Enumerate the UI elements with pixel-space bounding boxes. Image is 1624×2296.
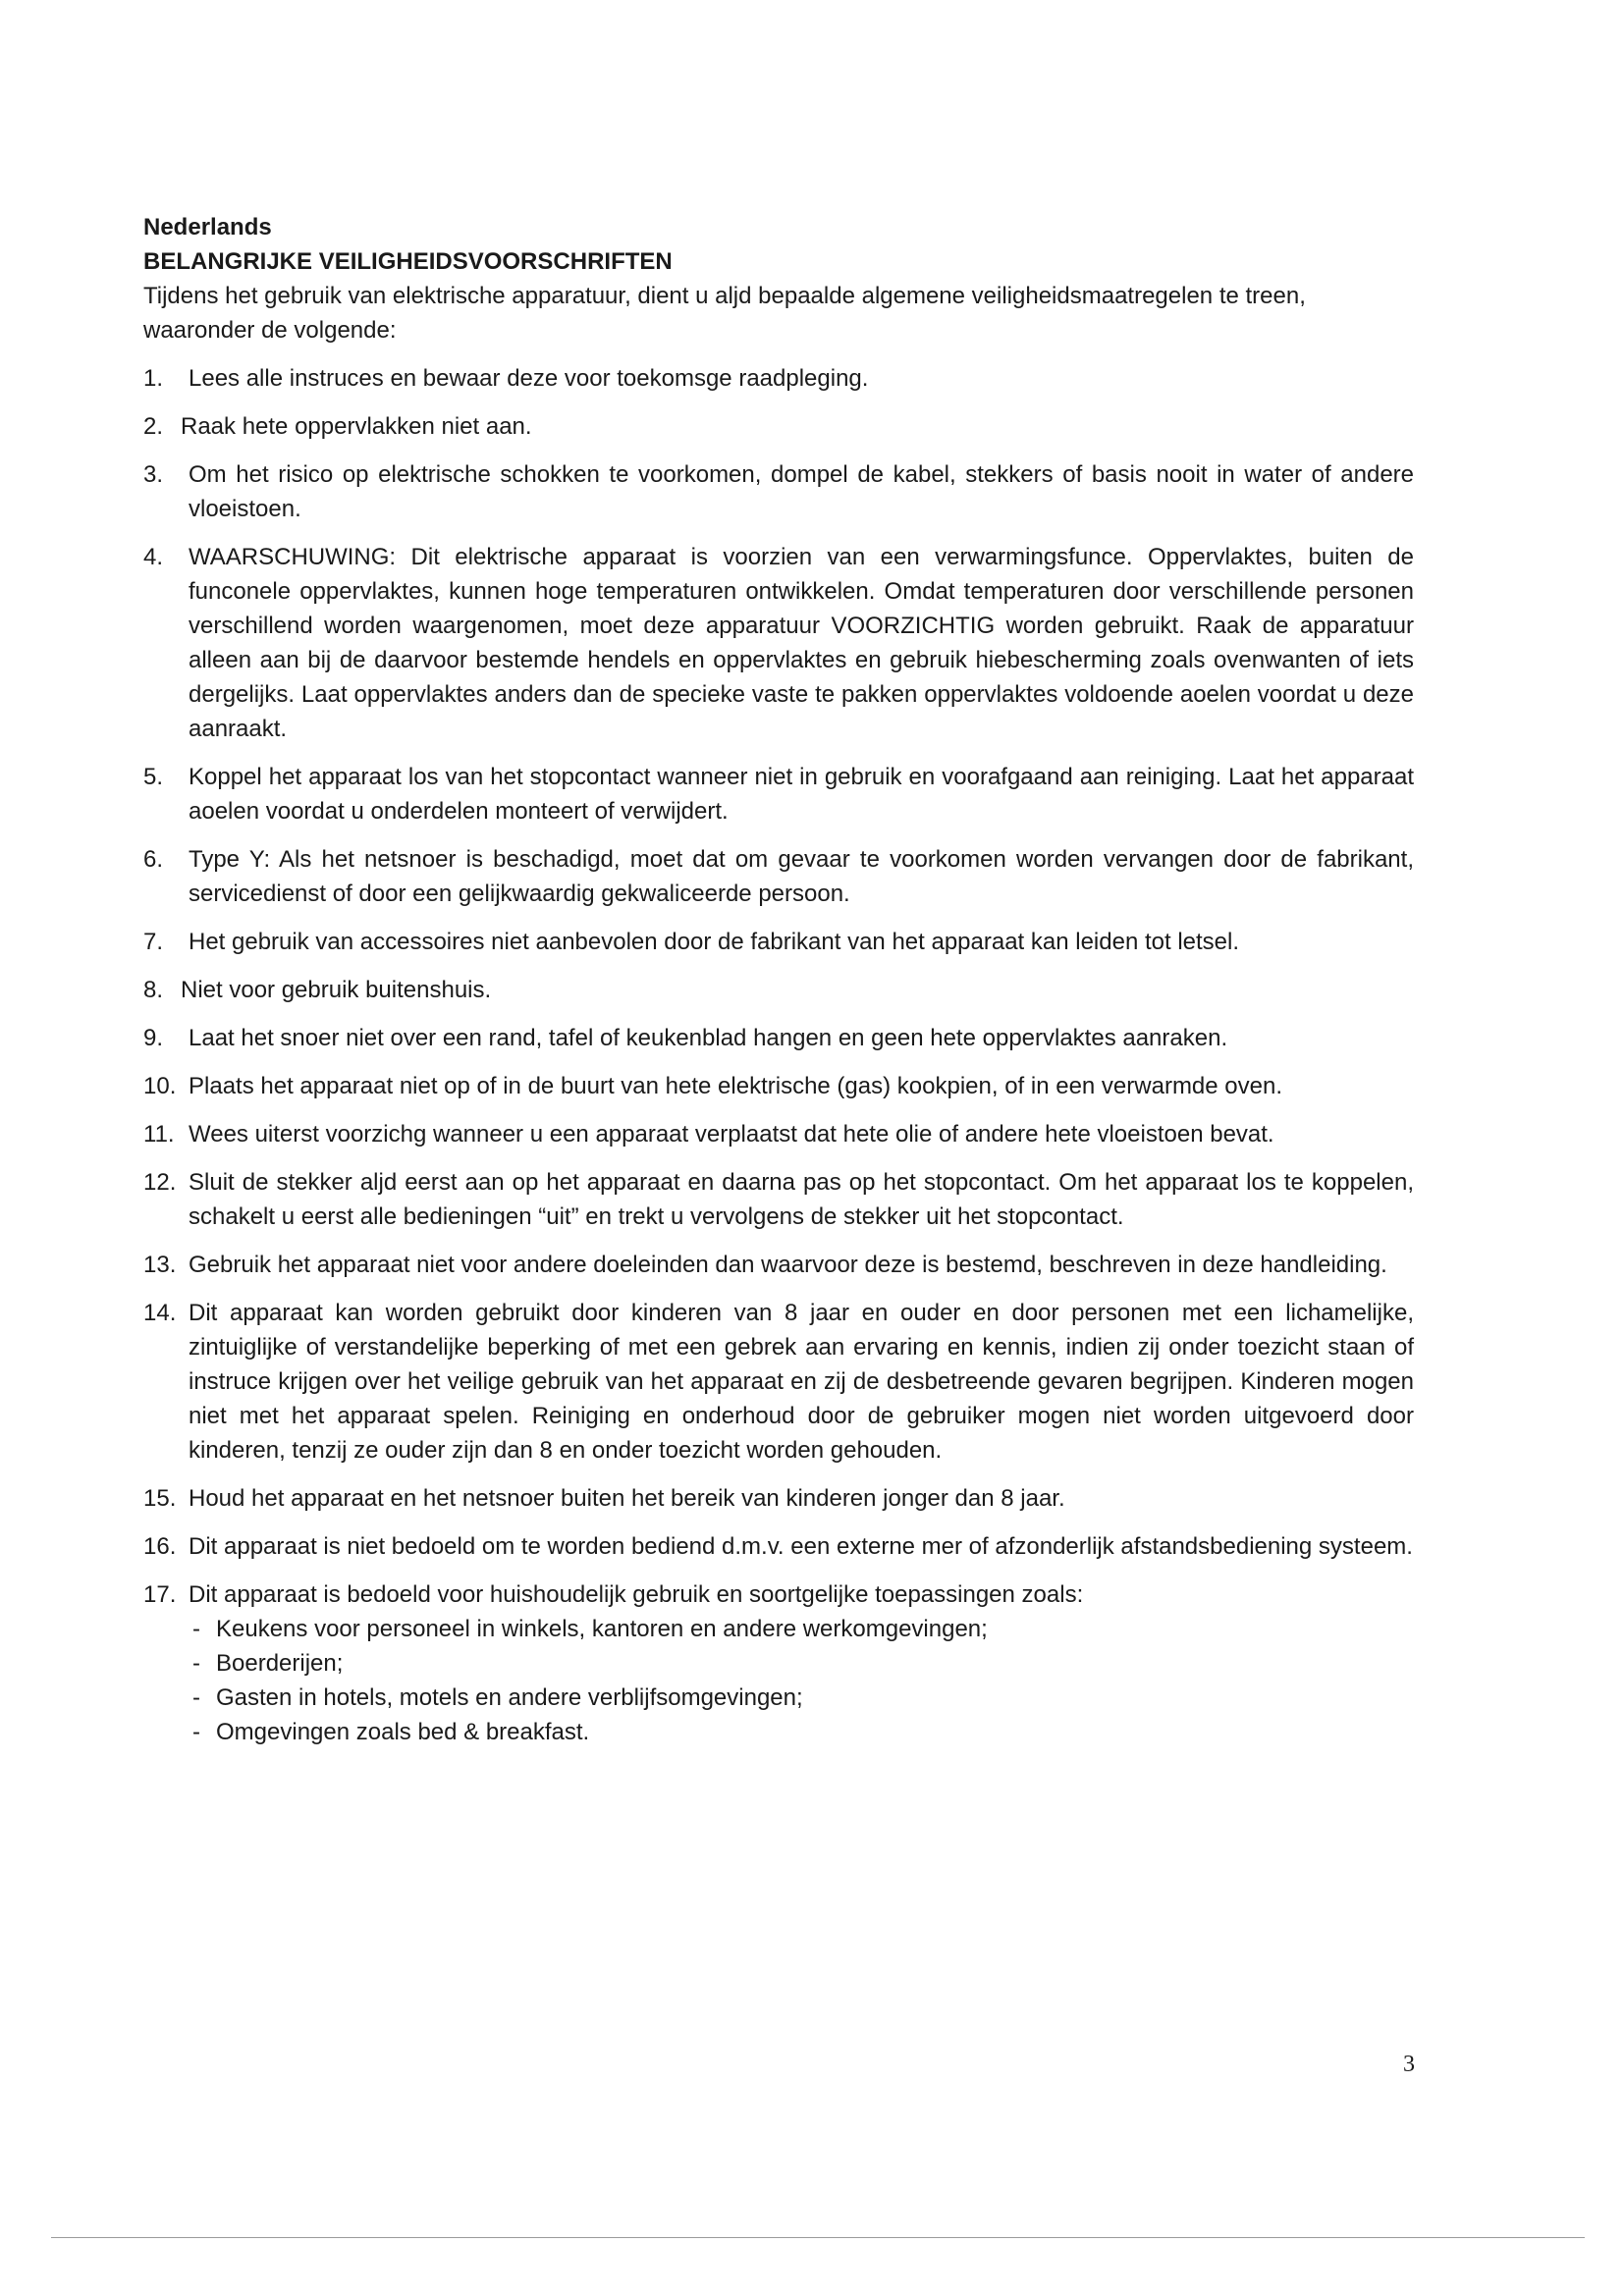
language-heading: Nederlands <box>143 214 272 240</box>
list-item-number: 9. <box>143 1025 164 1051</box>
list-item-number: 16. <box>143 1533 177 1560</box>
intro-paragraph: Tijdens het gebruik van elektrische apparatuur, dient u aljd bepaalde algemene veiligheidsmaatregelen te treen, waaronder de volgende: <box>143 283 1306 344</box>
list-item-text: Om het risico op elektrische schokken te voorkomen, dompel de kabel, stekkers of basis nooit in water of andere vloeistoen. <box>189 461 1414 522</box>
list-item-text: Sluit de stekker aljd eerst aan op het apparaat en daarna pas op het stopcontact. Om het apparaat los te koppelen, schakelt u eerst alle bedieningen “uit” en trekt u vervolgens de stekker uit het stopcontact. <box>189 1169 1414 1230</box>
list-item <box>143 1296 1414 1468</box>
usage-sublist <box>189 1612 1414 1749</box>
sublist-item <box>192 1612 1414 1646</box>
list-item-number: 17. <box>143 1581 177 1608</box>
footer-divider <box>51 2237 1585 2238</box>
list-item <box>143 361 1414 396</box>
list-item-number: 2. <box>143 413 164 440</box>
list-item <box>143 973 1414 1007</box>
list-item-text: Dit apparaat kan worden gebruikt door kinderen van 8 jaar en ouder en door personen met een lichamelijke, zintuiglijke of verstandelijke beperking of met een gebrek aan ervaring en kennis, indien zij onder toezicht staan of instruce krijgen over het veilige gebruik van het apparaat en zij de desbetreende gevaren begrijpen. Kinderen mogen niet met het apparaat spelen. Reiniging en onderhoud door de gebruiker mogen niet worden uitgevoerd door kinderen, tenzij ze ouder zijn dan 8 en onder toezicht worden gehouden. <box>189 1300 1414 1464</box>
page-number: 3 <box>1403 2052 1415 2077</box>
sublist-dash: - <box>192 1616 200 1642</box>
page-title: BELANGRIJKE VEILIGHEIDSVOORSCHRIFTEN <box>143 248 673 275</box>
list-item-number: 6. <box>143 846 164 873</box>
list-item <box>143 409 1414 444</box>
list-item <box>143 1481 1414 1516</box>
sublist-item-text: Gasten in hotels, motels en andere verblijfsomgevingen; <box>216 1684 803 1711</box>
list-item <box>143 1117 1414 1151</box>
list-item-text: Wees uiterst voorzichg wanneer u een apparaat verplaatst dat hete olie of andere hete vloeistoen bevat. <box>189 1121 1274 1148</box>
list-item-text: Houd het apparaat en het netsnoer buiten het bereik van kinderen jonger dan 8 jaar. <box>189 1485 1065 1512</box>
list-item-text: Laat het snoer niet over een rand, tafel of keukenblad hangen en geen hete oppervlaktes aanraken. <box>189 1025 1228 1051</box>
list-item-number: 1. <box>143 365 164 392</box>
list-item <box>143 842 1414 911</box>
list-item-text: Dit apparaat is niet bedoeld om te worden bediend d.m.v. een externe mer of afzonderlijk afstandsbediening systeem. <box>189 1533 1413 1560</box>
list-item <box>143 1069 1414 1103</box>
list-item-text: Raak hete oppervlakken niet aan. <box>181 413 532 440</box>
list-item <box>143 1577 1414 1749</box>
list-item-text: Koppel het apparaat los van het stopcontact wanneer niet in gebruik en voorafgaand aan reiniging. Laat het apparaat aoelen voordat u onderdelen monteert of verwijdert. <box>189 764 1414 825</box>
sublist-dash: - <box>192 1719 200 1745</box>
sublist-item <box>192 1715 1414 1749</box>
list-item <box>143 1165 1414 1234</box>
list-item <box>143 925 1414 959</box>
list-item-number: 7. <box>143 929 164 955</box>
list-item <box>143 1248 1414 1282</box>
list-item <box>143 1529 1414 1564</box>
list-item-text: Lees alle instruces en bewaar deze voor toekomsge raadpleging. <box>189 365 869 392</box>
list-item-text: Type Y: Als het netsnoer is beschadigd, moet dat om gevaar te voorkomen worden vervangen door de fabrikant, servicedienst of door een gelijkwaardig gekwaliceerde persoon. <box>189 846 1414 907</box>
list-item-text: Gebruik het apparaat niet voor andere doeleinden dan waarvoor deze is bestemd, beschreven in deze handleiding. <box>189 1252 1387 1278</box>
sublist-dash: - <box>192 1650 200 1677</box>
sublist-item <box>192 1681 1414 1715</box>
list-item <box>143 540 1414 746</box>
list-item <box>143 457 1414 526</box>
sublist-item <box>192 1646 1414 1681</box>
list-item <box>143 760 1414 828</box>
sublist-item-text: Boerderijen; <box>216 1650 344 1677</box>
list-item-text: Plaats het apparaat niet op of in de buurt van hete elektrische (gas) kookpien, of in een verwarmde oven. <box>189 1073 1283 1099</box>
safety-rules-list <box>143 361 1414 1749</box>
list-item-number: 10. <box>143 1073 177 1099</box>
list-item-text: Niet voor gebruik buitenshuis. <box>181 977 492 1003</box>
list-item <box>143 1021 1414 1055</box>
list-item-number: 4. <box>143 544 164 570</box>
list-item-number: 15. <box>143 1485 177 1512</box>
list-item-number: 3. <box>143 461 164 488</box>
list-item-text: Het gebruik van accessoires niet aanbevolen door de fabrikant van het apparaat kan leiden tot letsel. <box>189 929 1240 955</box>
list-item-text: Dit apparaat is bedoeld voor huishoudelijk gebruik en soortgelijke toepassingen zoals: <box>189 1581 1084 1608</box>
list-item-text: WAARSCHUWING: Dit elektrische apparaat is voorzien van een verwarmingsfunce. Oppervlaktes, buiten de funconele oppervlaktes, kunnen hoge temperaturen ontwikkelen. Omdat temperaturen door verschillende personen verschillend worden waargenomen, moet deze apparatuur VOORZICHTIG worden gebruikt. Raak de apparatuur alleen aan bij de daarvoor bestemde hendels en oppervlaktes en gebruik hiebescherming zoals ovenwanten of iets dergelijks. Laat oppervlaktes anders dan de specieke vaste te pakken oppervlaktes voldoende aoelen voordat u deze aanraakt. <box>189 544 1414 742</box>
list-item-number: 5. <box>143 764 164 790</box>
sublist-dash: - <box>192 1684 200 1711</box>
document-content <box>143 210 1414 1763</box>
sublist-item-text: Keukens voor personeel in winkels, kantoren en andere werkomgevingen; <box>216 1616 988 1642</box>
list-item-number: 13. <box>143 1252 177 1278</box>
list-item-number: 14. <box>143 1300 177 1326</box>
list-item-number: 12. <box>143 1169 177 1196</box>
list-item-number: 8. <box>143 977 164 1003</box>
list-item-number: 11. <box>143 1121 175 1148</box>
sublist-item-text: Omgevingen zoals bed & breakfast. <box>216 1719 590 1745</box>
